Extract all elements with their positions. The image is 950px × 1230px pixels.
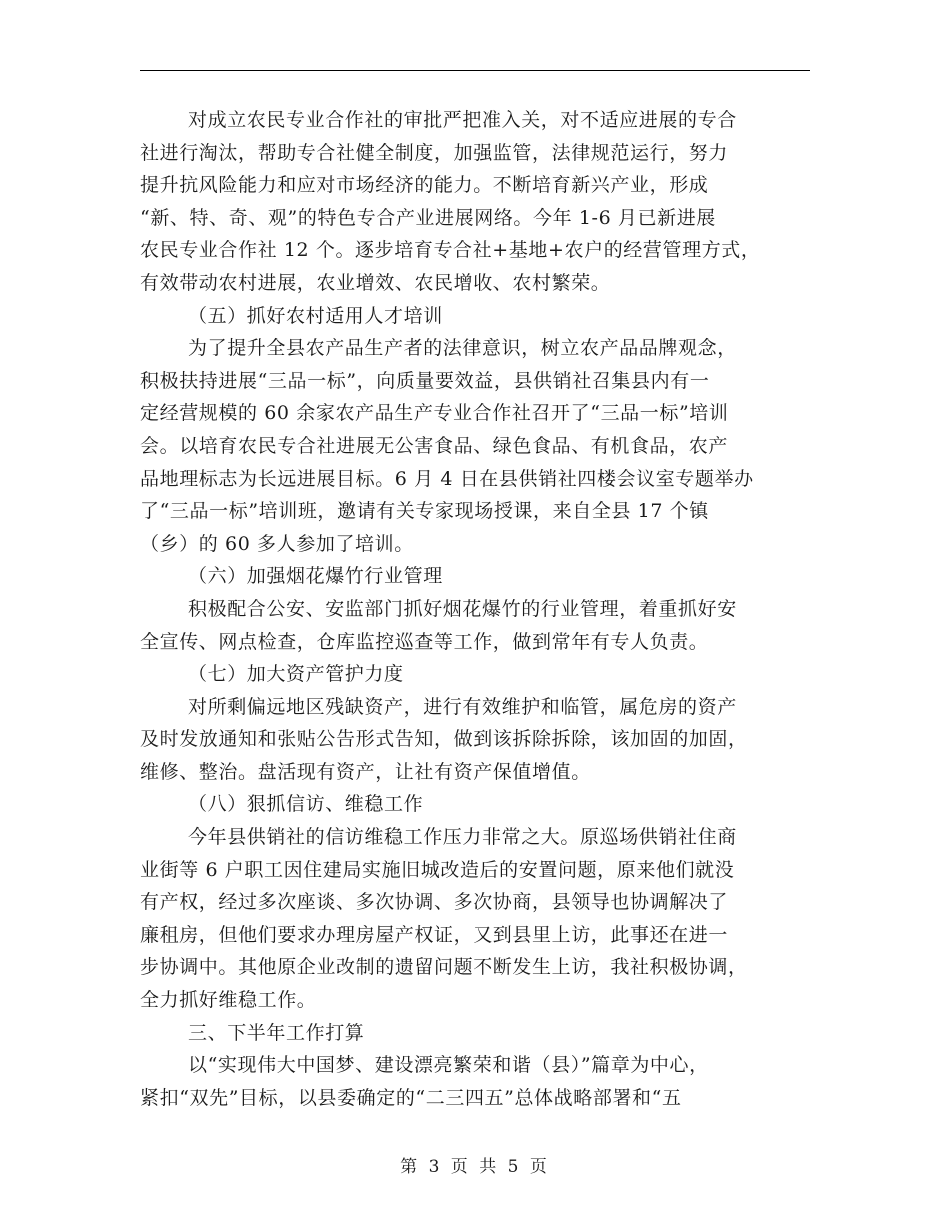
text-line: 紧扣“双先”目标，以县委确定的“二三四五”总体战略部署和“五 xyxy=(140,1086,682,1109)
text-line: 农民专业合作社 12 个。逐步培育专合社+基地+农户的经营管理方式， xyxy=(140,239,761,262)
text-line: 维修、整治。盘活现有资产，让社有资产保值增值。 xyxy=(140,760,591,783)
document-body xyxy=(140,104,812,1114)
text-line: （七）加大资产管护力度 xyxy=(188,663,404,686)
text-line: 及时发放通知和张贴公告形式告知，做到该拆除拆除，该加固的加固， xyxy=(140,728,748,751)
text-line: （六）加强烟花爆竹行业管理 xyxy=(188,565,443,588)
text-line: （八）狠抓信访、维稳工作 xyxy=(188,793,424,816)
text-line: 三、下半年工作打算 xyxy=(188,1021,365,1044)
text-line: 有效带动农村进展，农业增效、农民增收、农村繁荣。 xyxy=(140,271,611,294)
paragraph xyxy=(140,788,812,821)
text-line: 会。以培育农民专合社进展无公害食品、绿色食品、有机食品，农产 xyxy=(140,434,729,457)
text-line: 步协调中。其他原企业改制的遗留问题不断发生上访，我社积极协调， xyxy=(140,956,748,979)
text-line: 社进行淘汰，帮助专合社健全制度，加强监管，法律规范运行，努力 xyxy=(140,141,729,164)
text-line: 全力抓好维稳工作。 xyxy=(140,989,317,1012)
text-line: 全宣传、网点检查，仓库监控巡查等工作，做到常年有专人负责。 xyxy=(140,630,709,653)
text-line: 对所剩偏远地区残缺资产，进行有效维护和临管，属危房的资产 xyxy=(188,695,737,718)
paragraph xyxy=(140,300,812,333)
text-line: 今年县供销社的信访维稳工作压力非常之大。原巡场供销社住商 xyxy=(188,826,737,849)
text-line: （乡）的 60 多人参加了培训。 xyxy=(140,532,414,555)
text-line: 积极扶持进展“三品一标”，向质量要效益，县供销社召集县内有一 xyxy=(140,369,710,392)
text-line: 提升抗风险能力和应对市场经济的能力。不断培育新兴产业，形成 xyxy=(140,174,709,197)
paragraph xyxy=(140,1049,812,1114)
paragraph xyxy=(140,560,812,593)
text-line: （五）抓好农村适用人才培训 xyxy=(188,304,443,327)
text-line: 有产权，经过多次座谈、多次协调、多次协商，县领导也协调解决了 xyxy=(140,891,729,914)
paragraph xyxy=(140,691,812,789)
paragraph xyxy=(140,821,812,1017)
text-line: 以“实现伟大中国梦、建设漂亮繁荣和谐（县）”篇章为中心， xyxy=(188,1054,709,1077)
text-line: 为了提升全县农产品生产者的法律意识，树立农产品品牌观念， xyxy=(188,337,737,360)
page-footer: 第 3 页 共 5 页 xyxy=(400,1157,550,1177)
paragraph xyxy=(140,104,812,300)
paragraph xyxy=(140,332,812,560)
text-line: 品地理标志为长远进展目标。6 月 4 日在县供销社四楼会议室专题举办 xyxy=(140,467,754,490)
text-line: 对成立农民专业合作社的审批严把准入关，对不适应进展的专合 xyxy=(188,109,737,131)
paragraph xyxy=(140,658,812,691)
header-rule xyxy=(140,70,810,71)
text-line: 业街等 6 户职工因住建局实施旧城改造后的安置问题，原来他们就没 xyxy=(140,858,735,881)
text-line: 了“三品一标”培训班，邀请有关专家现场授课，来自全县 17 个镇 xyxy=(140,500,709,523)
paragraph xyxy=(140,1017,812,1050)
text-line: “新、特、奇、观”的特色专合产业进展网络。今年 1-6 月已新进展 xyxy=(140,206,716,229)
text-line: 积极配合公安、安监部门抓好烟花爆竹的行业管理，着重抓好安 xyxy=(188,597,737,620)
text-line: 定经营规模的 60 余家农产品生产专业合作社召开了“三品一标”培训 xyxy=(140,402,729,425)
text-line: 廉租房，但他们要求办理房屋产权证，又到县里上访，此事还在进一 xyxy=(140,923,729,946)
paragraph xyxy=(140,593,812,658)
